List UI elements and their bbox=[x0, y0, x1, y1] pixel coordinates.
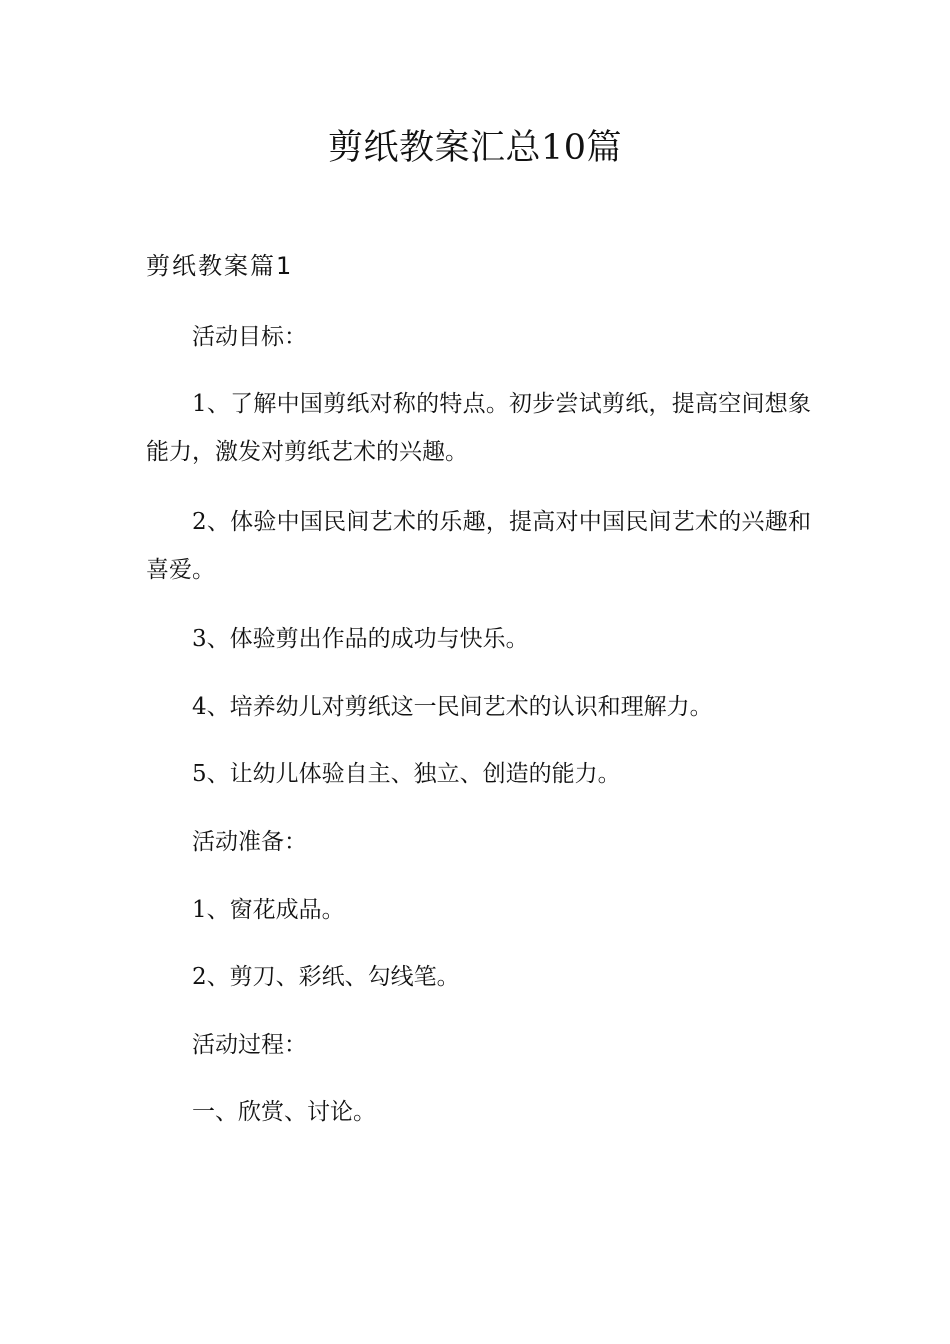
paragraph-process-step-1: 一、欣赏、讨论。 bbox=[192, 1099, 376, 1125]
paragraph-goal-3: 3、体验剪出作品的成功与快乐。 bbox=[192, 626, 529, 652]
paragraph-goal-1: 1、了解中国剪纸对称的特点。初步尝试剪纸，提高空间想象能力，激发对剪纸艺术的兴趣。 bbox=[146, 391, 811, 465]
section-heading: 剪纸教案篇1 bbox=[146, 252, 294, 280]
paragraph-activity-process: 活动过程： bbox=[192, 1032, 307, 1058]
paragraph-preparation-2: 2、剪刀、彩纸、勾线笔。 bbox=[192, 964, 460, 990]
document-title: 剪纸教案汇总10篇 bbox=[327, 128, 623, 168]
paragraph-activity-goals: 活动目标： bbox=[192, 324, 307, 350]
paragraph-preparation-1: 1、窗花成品。 bbox=[192, 897, 345, 923]
paragraph-goal-2: 2、体验中国民间艺术的乐趣，提高对中国民间艺术的兴趣和喜爱。 bbox=[146, 509, 811, 583]
paragraph-goal-4: 4、培养幼儿对剪纸这一民间艺术的认识和理解力。 bbox=[192, 694, 713, 720]
paragraph-activity-preparation: 活动准备： bbox=[192, 829, 307, 855]
paragraph-goal-5: 5、让幼儿体验自主、独立、创造的能力。 bbox=[192, 761, 621, 787]
